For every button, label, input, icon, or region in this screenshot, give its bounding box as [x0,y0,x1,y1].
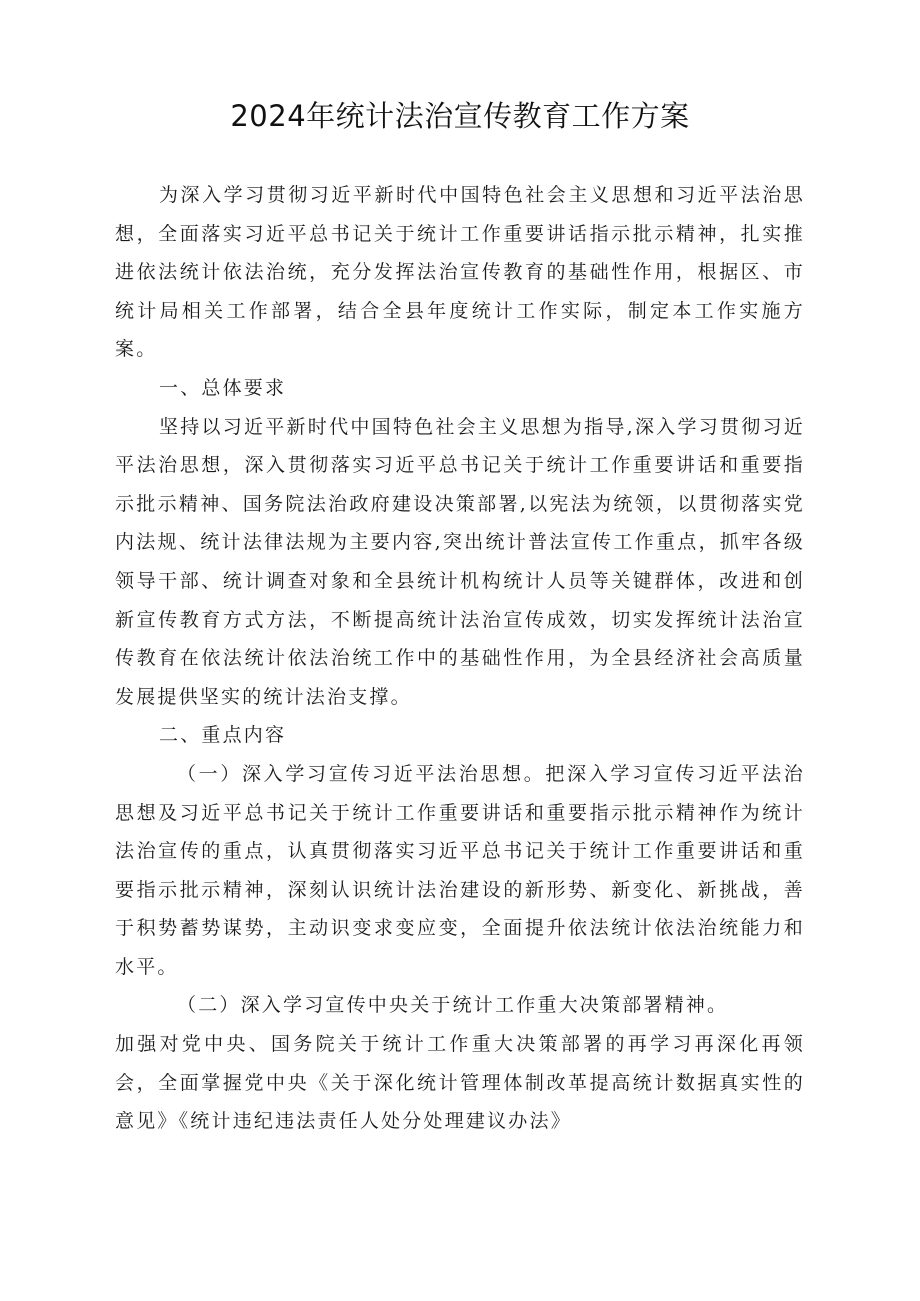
key-content-item-2-title: （二）深入学习宣传中央关于统计工作重大决策部署精神。 [177,994,729,1017]
document-title: 2024年统计法治宣传教育工作方案 [230,99,690,133]
key-content-item-1: （一）深入学习宣传习近平法治思想。把深入学习宣传习近平法治思想及习近平总书记关于统计工作重要讲话和重要指示批示精神作为统计法治宣传的重点，认真贯彻落实习近平总书记关于统计工作重要讲话和重要指示批示精神，深刻认识统计法治建设的新形势、新变化、新挑战，善于积势蓄势谋势，主动识变求变应变，全面提升依法统计依法治统能力和水平。 [115,762,805,978]
section-heading-key-content: 二、重点内容 [159,724,287,747]
intro-paragraph: 为深入学习贯彻习近平新时代中国特色社会主义思想和习近平法治思想，全面落实习近平总书记关于统计工作重要讲话指示批示精神，扎实推进依法统计依法治统，充分发挥法治宣传教育的基础性作用，根据区、市统计局相关工作部署，结合全县年度统计工作实际，制定本工作实施方案。 [115,184,805,361]
key-content-item-2-text: 加强对党中央、国务院关于统计工作重大决策部署的再学习再深化再领会，全面掌握党中央《关于深化统计管理体制改革提高统计数据真实性的意见》《统计违纪违法责任人处分处理建议办法》 [115,1033,805,1133]
section-heading-general-requirements: 一、总体要求 [159,376,287,399]
document-body [115,176,805,1141]
general-requirements-paragraph: 坚持以习近平新时代中国特色社会主义思想为指导,深入学习贯彻习近平法治思想，深入贯彻落实习近平总书记关于统计工作重要讲话和重要指示批示精神、国务院法治政府建设决策部署,以宪法为统领，以贯彻落实党内法规、统计法律法规为主要内容,突出统计普法宣传工作重点，抓牢各级领导干部、统计调查对象和全县统计机构统计人员等关键群体，改进和创新宣传教育方式方法，不断提高统计法治宣传成效，切实发挥统计法治宣传教育在依法统计依法治统工作中的基础性作用，为全县经济社会高质量发展提供坚实的统计法治支撑。 [115,415,805,708]
